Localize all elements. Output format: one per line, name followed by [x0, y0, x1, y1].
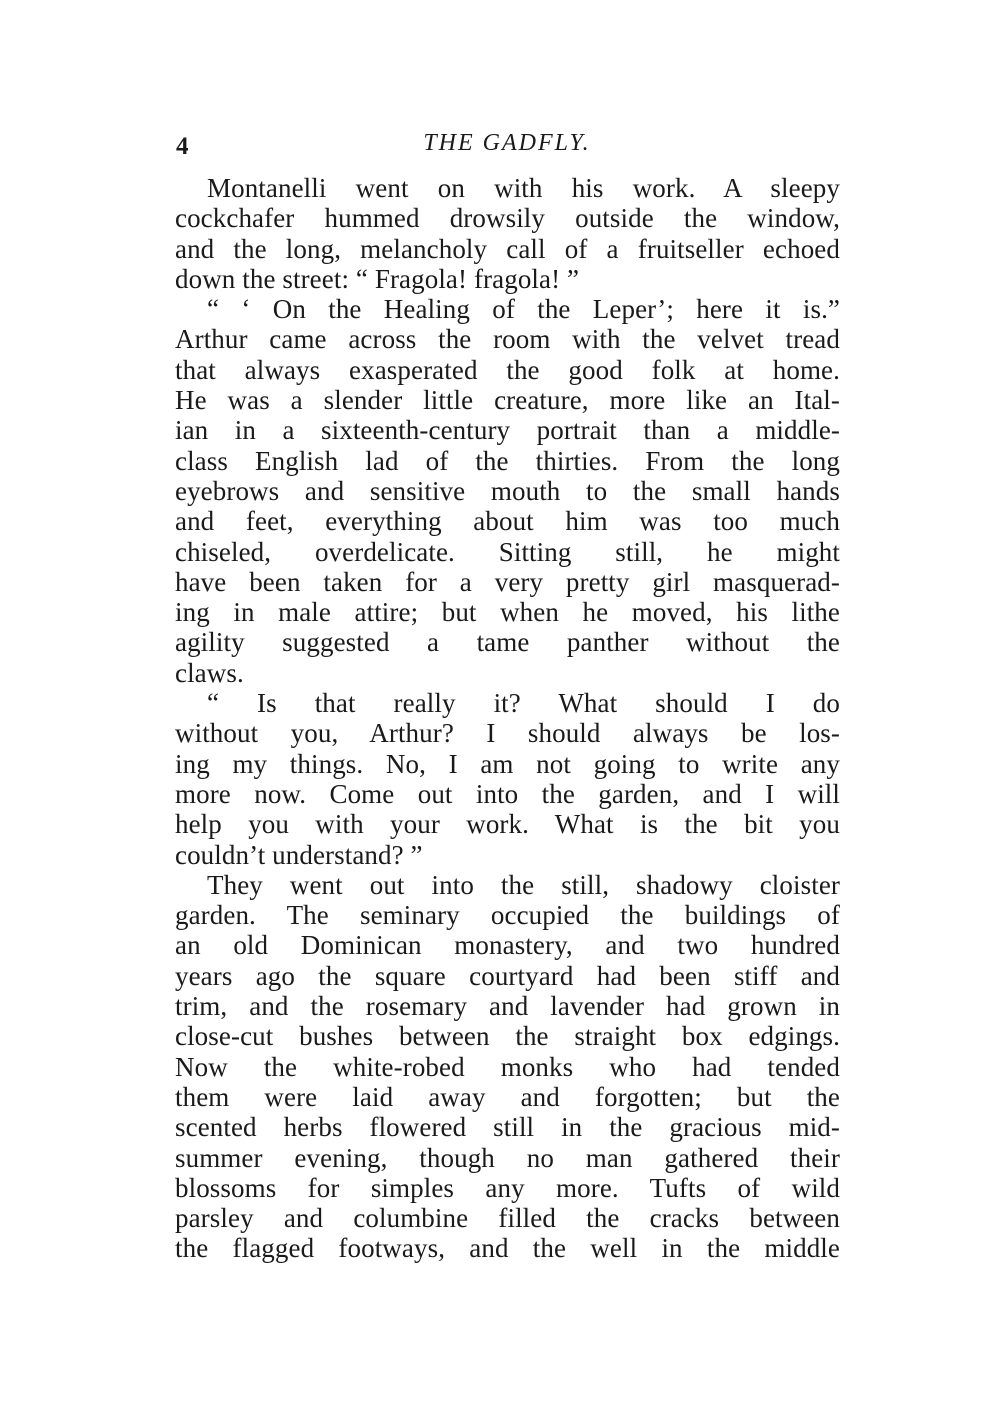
- text-line: chiseled, overdelicate. Sitting still, he might: [175, 536, 840, 567]
- running-title: THE GADFLY.: [423, 130, 591, 156]
- text-line: scented herbs flowered still in the gracious mid-: [175, 1112, 840, 1143]
- text-line: the flagged footways, and the well in the middle: [175, 1233, 840, 1264]
- text-line: ing in male attire; but when he moved, his lithe: [175, 597, 840, 628]
- text-line: more now. Come out into the garden, and I will: [175, 778, 840, 809]
- body-text: [175, 173, 840, 1264]
- page-number: 4: [176, 133, 189, 160]
- text-line: “ ‘ On the Healing of the Leper’; here it is.”: [207, 294, 840, 325]
- text-line: trim, and the rosemary and lavender had grown in: [175, 991, 840, 1022]
- text-line: an old Dominican monastery, and two hundred: [175, 930, 840, 961]
- text-line: without you, Arthur? I should always be los-: [175, 718, 840, 749]
- text-line: that always exasperated the good folk at home.: [175, 354, 840, 385]
- text-line: parsley and columbine filled the cracks between: [175, 1203, 840, 1234]
- text-line: Arthur came across the room with the velvet tread: [175, 324, 840, 355]
- text-line: help you with your work. What is the bit you: [175, 809, 840, 840]
- text-line: agility suggested a tame panther without the: [175, 627, 840, 658]
- text-line: blossoms for simples any more. Tufts of wild: [175, 1172, 840, 1203]
- text-line: and the long, melancholy call of a fruitseller echoed: [175, 233, 840, 264]
- text-line: down the street: “ Fragola! fragola! ”: [175, 263, 580, 294]
- page-header: [172, 128, 842, 162]
- text-line: They went out into the still, shadowy cloister: [207, 869, 840, 900]
- text-line: class English lad of the thirties. From the long: [175, 445, 840, 476]
- text-line: summer evening, though no man gathered their: [175, 1142, 840, 1173]
- text-line: Now the white-robed monks who had tended: [175, 1051, 840, 1082]
- text-line: ing my things. No, I am not going to write any: [175, 748, 840, 779]
- text-line: Montanelli went on with his work. A sleepy: [207, 173, 840, 203]
- text-line: cockchafer hummed drowsily outside the window,: [175, 203, 840, 234]
- text-line: and feet, everything about him was too much: [175, 506, 840, 537]
- text-line: “ Is that really it? What should I do: [207, 688, 840, 719]
- text-line: ian in a sixteenth-century portrait than a middle-: [175, 415, 840, 446]
- text-line: garden. The seminary occupied the buildings of: [175, 900, 840, 931]
- text-line: them were laid away and forgotten; but the: [175, 1081, 840, 1112]
- text-line: claws.: [175, 657, 244, 688]
- text-line: years ago the square courtyard had been stiff and: [175, 960, 840, 991]
- text-line: He was a slender little creature, more like an Ital-: [175, 385, 840, 416]
- text-line: close-cut bushes between the straight box edgings.: [175, 1021, 840, 1052]
- text-line: eyebrows and sensitive mouth to the small hands: [175, 475, 840, 506]
- text-line: couldn’t understand? ”: [175, 839, 423, 870]
- text-line: have been taken for a very pretty girl masquerad-: [175, 566, 840, 597]
